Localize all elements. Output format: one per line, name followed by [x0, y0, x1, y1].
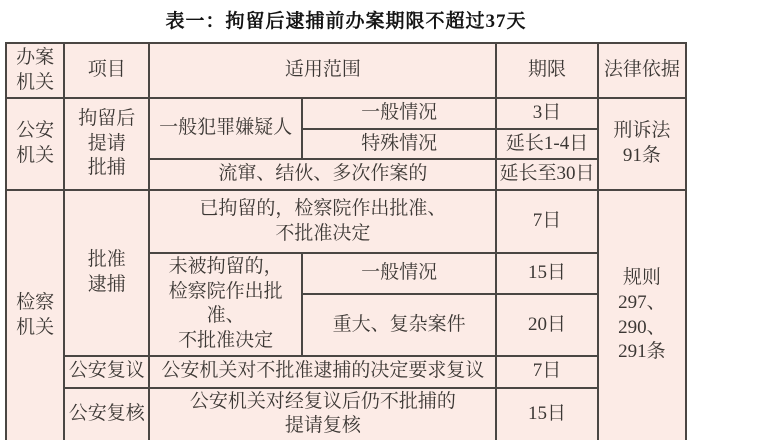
cell-scope-already-detained-decision: 已拘留的，检察院作出批准、 不批准决定 [149, 190, 496, 253]
cell-legal-criminal-procedure-law: 刑诉法 91条 [598, 98, 686, 190]
cell-scope-general-case: 一般情况 [302, 98, 497, 129]
cell-scope-recheck-request: 公安机关对经复议后仍不批捕的 提请复核 [149, 388, 496, 440]
cell-period-7-days: 7日 [496, 190, 597, 253]
header-item: 项目 [64, 43, 149, 98]
cell-period-3-days: 3日 [496, 98, 597, 129]
cell-scope-general-suspect: 一般犯罪嫌疑人 [149, 98, 301, 159]
cell-period-extend-to-30-days: 延长至30日 [496, 159, 597, 190]
cell-period-recheck-15-days: 15日 [496, 388, 597, 440]
row-general-situation [6, 98, 686, 129]
cell-organ-procuratorate: 检察 机关 [6, 190, 64, 440]
cell-period-20-days: 20日 [496, 294, 597, 355]
case-period-table [5, 42, 687, 440]
header-organ: 办案 机关 [6, 43, 64, 98]
cell-item-request-arrest-approval: 拘留后 提请 批捕 [64, 98, 149, 190]
cell-legal-rules-297-290-291: 规则 297、 290、 291条 [598, 190, 686, 440]
header-scope: 适用范围 [149, 43, 496, 98]
table-title: 表一：拘留后逮捕前办案期限不超过37天 [165, 11, 527, 32]
cell-scope-major-complex-case: 重大、复杂案件 [302, 294, 497, 355]
cell-scope-not-detained-general-case: 一般情况 [302, 253, 497, 294]
header-period: 期限 [496, 43, 597, 98]
cell-period-15-days: 15日 [496, 253, 597, 294]
header-legal-basis: 法律依据 [598, 43, 686, 98]
cell-item-approve-arrest: 批准 逮捕 [64, 190, 149, 356]
row-already-detained [6, 190, 686, 253]
cell-item-recheck: 公安复核 [64, 388, 149, 440]
cell-item-reconsideration: 公安复议 [64, 356, 149, 388]
cell-scope-special-case: 特殊情况 [302, 129, 497, 159]
cell-period-extend-1-4-days: 延长1-4日 [496, 129, 597, 159]
cell-scope-reconsideration-request: 公安机关对不批准逮捕的决定要求复议 [149, 356, 496, 388]
header-row [6, 43, 686, 98]
cell-period-reconsideration-7-days: 7日 [496, 356, 597, 388]
row-public-security-reconsideration [6, 356, 686, 388]
cell-organ-public-security: 公安 机关 [6, 98, 64, 190]
row-public-security-recheck [6, 388, 686, 440]
cell-scope-not-detained-decision: 未被拘留的， 检察院作出批准、 不批准决定 [149, 253, 301, 356]
cell-scope-roaming-gang-repeat-crimes: 流窜、结伙、多次作案的 [149, 159, 496, 190]
